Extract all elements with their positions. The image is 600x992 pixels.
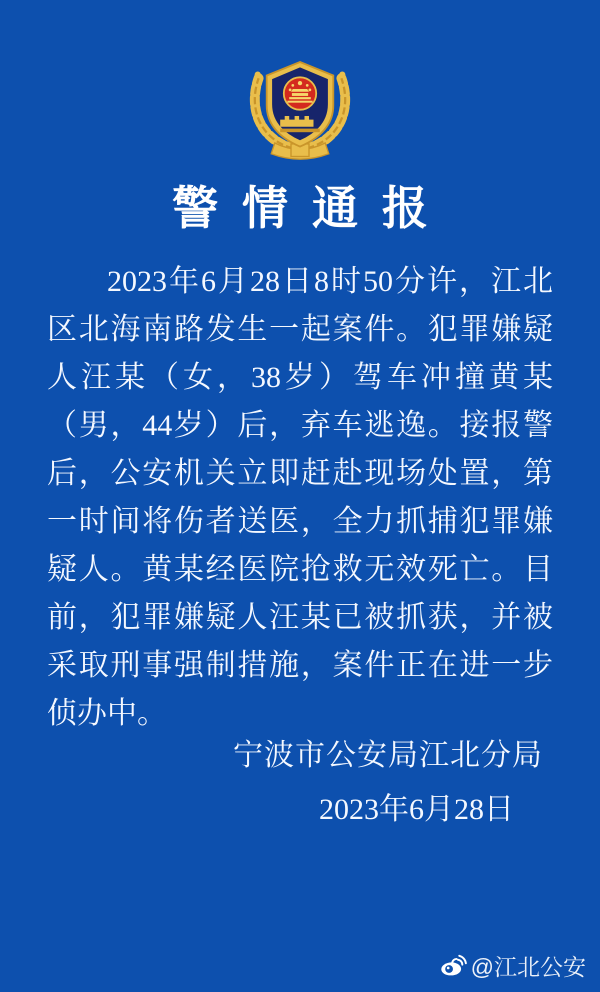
notice-title: 警情通报 [172, 183, 452, 234]
issue-date: 2023年6月28日 [319, 793, 514, 826]
notice-body [47, 258, 553, 738]
notice-paragraph: 2023年6月28日8时50分许，江北区北海南路发生一起案件。犯罪嫌疑人汪某（女，38岁）驾车冲撞黄某（男，44岁）后，弃车逃逸。接报警后，公安机关立即赶赴现场处置，第一时间将伤者送医，全力抓捕犯罪嫌疑人。黄某经医院抢救无效死亡。目前，犯罪嫌疑人汪某已被抓获，并被采取刑事强制措施，案件正在进一步侦办中。 [47, 265, 553, 730]
signature-block [0, 736, 600, 830]
issuing-authority: 宁波市公安局江北分局 [233, 739, 543, 772]
police-badge-icon [237, 52, 363, 162]
weibo-watermark [440, 949, 586, 982]
weibo-handle: @江北公安 [470, 954, 586, 980]
police-badge [0, 52, 600, 162]
weibo-icon [440, 954, 467, 977]
